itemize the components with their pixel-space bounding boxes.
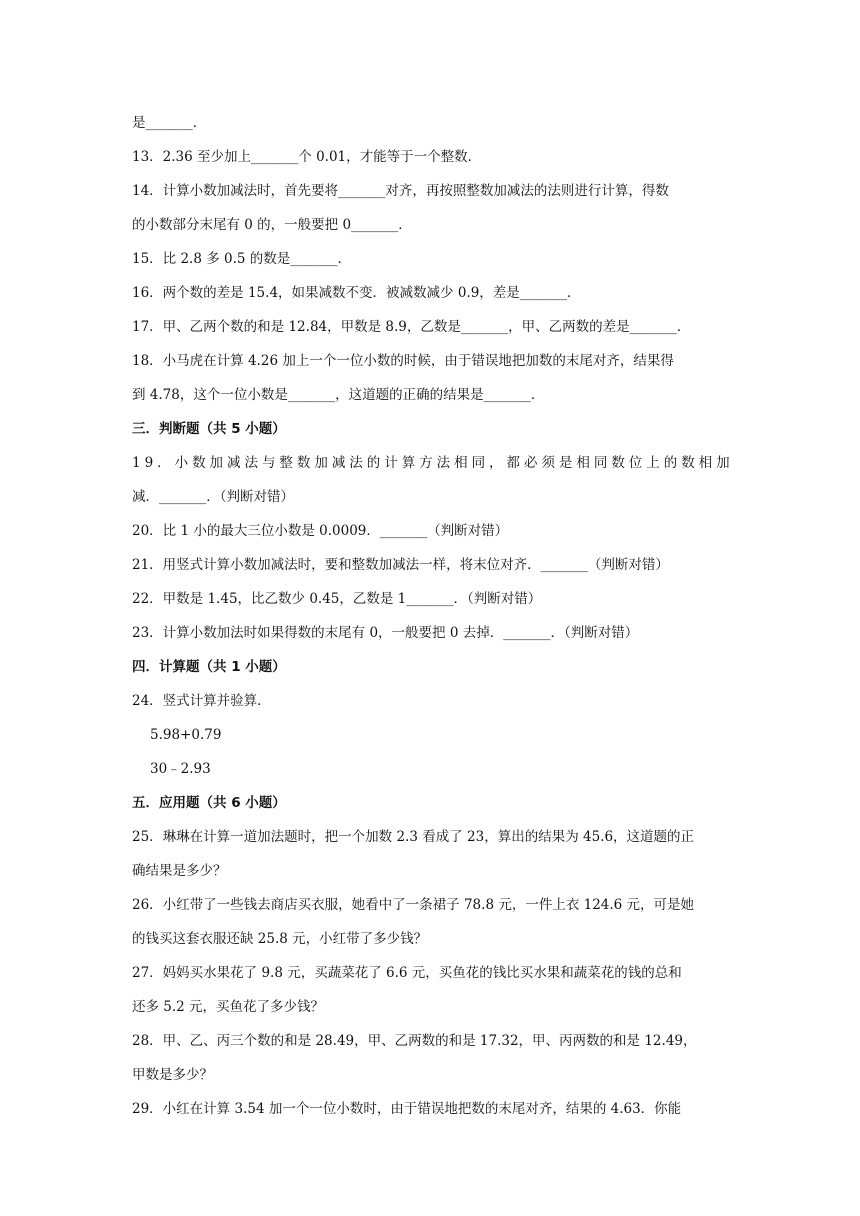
calculation-2: 30﹣2.93 [150, 761, 211, 777]
question-28: 28．甲、乙、丙三个数的和是 28.49，甲、乙两数的和是 17.32，甲、丙两数的和是 12.49， [132, 1033, 697, 1049]
question-28-continuation: 甲数是多少？ [132, 1067, 213, 1083]
question-22: 22．甲数是 1.45，比乙数少 0.45，乙数是 1_______．（判断对错） [132, 591, 542, 607]
question-13: 13．2.36 至少加上_______个 0.01，才能等于一个整数． [132, 149, 482, 165]
question-27: 27．妈妈买水果花了 9.8 元，买蔬菜花了 6.6 元，买鱼花的钱比买水果和蔬菜花的钱的总和 [132, 965, 682, 981]
question-26: 26．小红带了一些钱去商店买衣服，她看中了一条裙子 78.8 元，一件上衣 124.6 元，可是她 [132, 897, 695, 913]
question-14-continuation: 的小数部分末尾有 0 的，一般要把 0_______． [132, 217, 412, 233]
question-15: 15．比 2.8 多 0.5 的数是_______． [132, 251, 352, 267]
question-25-continuation: 确结果是多少？ [132, 863, 227, 879]
question-29: 29．小红在计算 3.54 加一个一位小数时，由于错误地把数的末尾对齐，结果的 4.63．你能 [132, 1101, 682, 1117]
question-18-continuation: 到 4.78，这个一位小数是_______，这道题的正确的结果是_______． [132, 387, 545, 403]
question-23: 23．计算小数加法时如果得数的末尾有 0，一般要把 0 去掉．_______．（判断对错） [132, 625, 639, 641]
question-26-continuation: 的钱买这套衣服还缺 25.8 元，小红带了多少钱？ [132, 931, 428, 947]
section-heading-application: 五．应用题（共 6 小题） [132, 795, 286, 811]
question-24: 24．竖式计算并验算． [132, 693, 271, 709]
section-heading-calculation: 四．计算题（共 1 小题） [132, 659, 286, 675]
question-25: 25．琳琳在计算一道加法题时，把一个加数 2.3 看成了 23，算出的结果为 45.6，这道题的正 [132, 829, 695, 845]
question-21: 21．用竖式计算小数加减法时，要和整数加减法一样，将末位对齐．_______（判断对错） [132, 557, 669, 573]
calculation-1: 5.98+0.79 [150, 727, 222, 743]
question-19-continuation: 减．_______．（判断对错） [132, 489, 294, 505]
question-27-continuation: 还多 5.2 元，买鱼花了多少钱？ [132, 999, 325, 1015]
q12-continuation: 是_______． [132, 115, 207, 131]
question-19: 1 9 ． 小 数 加 减 法 与 整 数 加 减 法 的 计 算 方 法 相 同 ， 都 必 须 是 相 同 数 位 上 的 数 相 加 [132, 455, 730, 471]
section-heading-judgment: 三．判断题（共 5 小题） [132, 421, 286, 437]
question-14: 14．计算小数加减法时，首先要将_______对齐，再按照整数加减法的法则进行计算，得数 [132, 183, 669, 199]
question-20: 20．比 1 小的最大三位小数是 0.0009．_______（判断对错） [132, 523, 509, 539]
question-17: 17．甲、乙两个数的和是 12.84，甲数是 8.9，乙数是_______，甲、乙两数的差是_______． [132, 319, 691, 335]
question-18: 18．小马虎在计算 4.26 加上一个一位小数的时候，由于错误地把加数的末尾对齐，结果得 [132, 353, 674, 369]
question-16: 16．两个数的差是 15.4，如果减数不变．被减数减少 0.9，差是_______． [132, 285, 581, 301]
